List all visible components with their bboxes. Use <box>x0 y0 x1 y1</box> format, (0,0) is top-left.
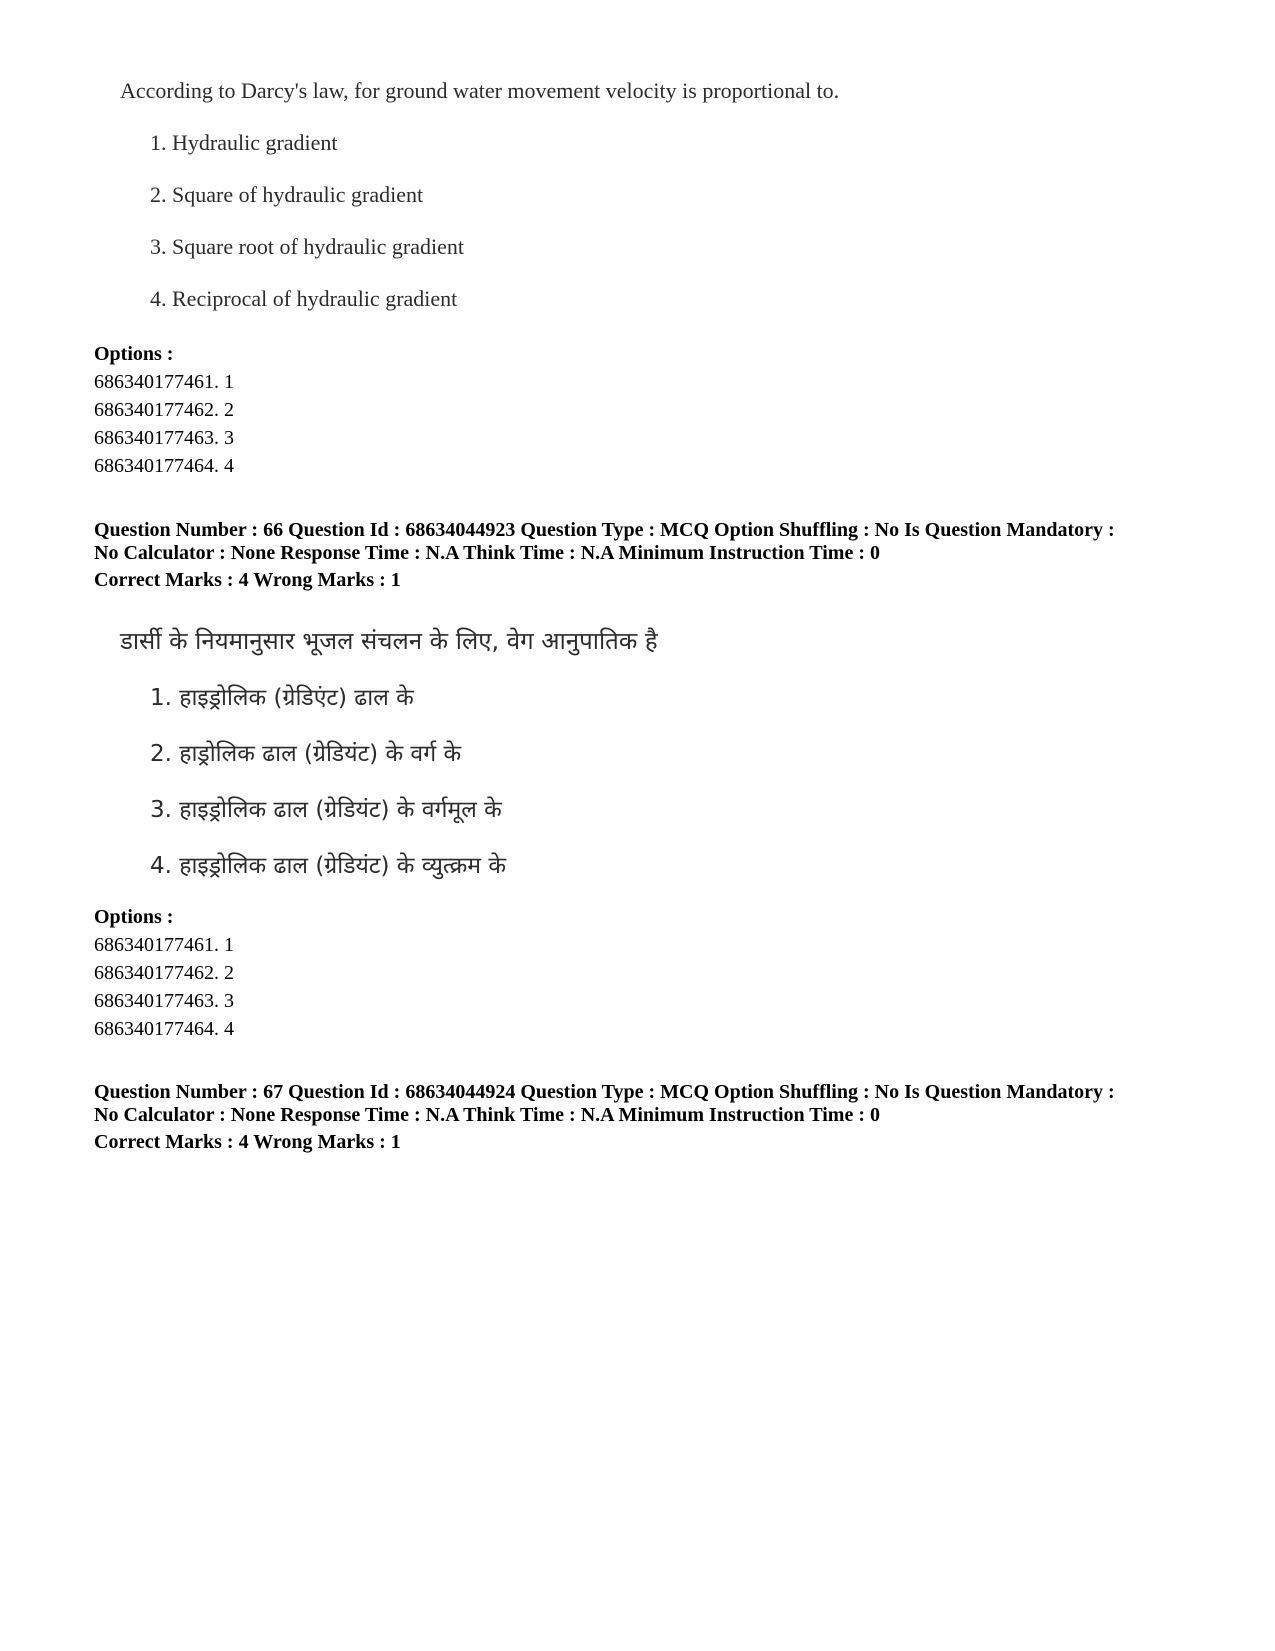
question-choice-3: 3. हाइड्रोलिक ढाल (ग्रेडियंट) के वर्गमूल के <box>150 797 502 823</box>
option-row: 686340177462. 2 <box>94 399 234 421</box>
question-choice-1: 1. हाइड्रोलिक (ग्रेडिएंट) ढाल के <box>150 685 414 711</box>
question-choice-2: 2. हाड्रोलिक ढाल (ग्रेडियंट) के वर्ग के <box>150 741 462 767</box>
options-label: Options : <box>94 906 174 928</box>
question-stem: According to Darcy's law, for ground water movement velocity is proportional to. <box>120 78 840 103</box>
question-stem: डार्सी के नियमानुसार भूजल संचलन के लिए, वेग आनुपातिक है <box>120 627 658 655</box>
option-row: 686340177464. 4 <box>94 1018 234 1040</box>
option-row: 686340177462. 2 <box>94 962 234 984</box>
question-meta-line-2: No Calculator : None Response Time : N.A Think Time : N.A Minimum Instruction Time : 0 <box>94 542 880 564</box>
question-marks-line: Correct Marks : 4 Wrong Marks : 1 <box>94 569 401 591</box>
option-row: 686340177461. 1 <box>94 371 234 393</box>
question-choice-4: 4. हाइड्रोलिक ढाल (ग्रेडियंट) के व्युत्क्रम के <box>150 853 506 879</box>
question-meta-line-1: Question Number : 66 Question Id : 68634044923 Question Type : MCQ Option Shuffling : No Is Question Mandatory : <box>94 519 1115 541</box>
option-row: 686340177461. 1 <box>94 934 234 956</box>
option-row: 686340177463. 3 <box>94 990 234 1012</box>
question-marks-line: Correct Marks : 4 Wrong Marks : 1 <box>94 1131 401 1153</box>
option-row: 686340177463. 3 <box>94 427 234 449</box>
question-choice-1: 1. Hydraulic gradient <box>150 130 338 155</box>
question-choice-3: 3. Square root of hydraulic gradient <box>150 234 465 259</box>
question-choice-2: 2. Square of hydraulic gradient <box>150 182 424 207</box>
option-row: 686340177464. 4 <box>94 455 234 477</box>
question-choice-4: 4. Reciprocal of hydraulic gradient <box>150 286 458 311</box>
question-meta-line-1: Question Number : 67 Question Id : 68634044924 Question Type : MCQ Option Shuffling : No Is Question Mandatory : <box>94 1081 1115 1103</box>
question-meta-line-2: No Calculator : None Response Time : N.A Think Time : N.A Minimum Instruction Time : 0 <box>94 1104 880 1126</box>
options-label: Options : <box>94 343 174 365</box>
